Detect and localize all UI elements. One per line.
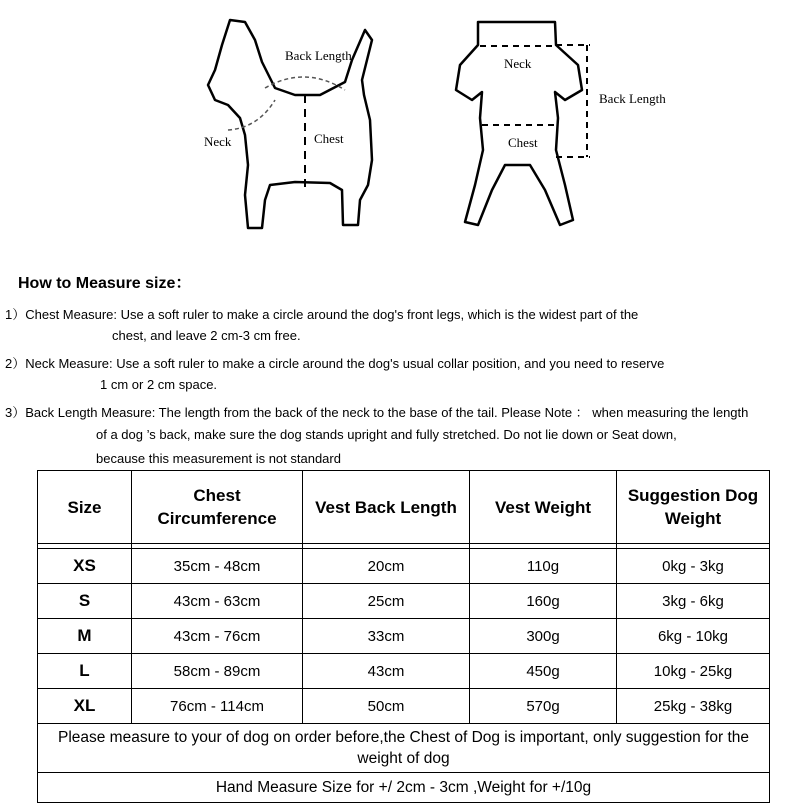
size-table bbox=[37, 470, 770, 803]
table-header-row bbox=[38, 471, 770, 544]
side-chest-label: Chest bbox=[314, 131, 344, 146]
header-vest-weight: Vest Weight bbox=[470, 471, 617, 544]
measure-note: Please measure to your of dog on order before,the Chest of Dog is important, only suggestion for the weight of dog bbox=[38, 724, 770, 773]
vest-weight-cell: 160g bbox=[470, 584, 617, 619]
chest-cell: 43cm - 63cm bbox=[132, 584, 303, 619]
measurement-diagram bbox=[0, 0, 800, 245]
chest-cell: 43cm - 76cm bbox=[132, 619, 303, 654]
header-suggestion-dog-weight: Suggestion Dog Weight bbox=[617, 471, 770, 544]
front-back-length-label: Back Length bbox=[599, 91, 666, 106]
size-cell: XL bbox=[38, 689, 132, 724]
dog-weight-cell: 0kg - 3kg bbox=[617, 549, 770, 584]
vest-weight-cell: 570g bbox=[470, 689, 617, 724]
header-chest-circumference: Chest Circumference bbox=[132, 471, 303, 544]
hand-measure-note: Hand Measure Size for +/ 2cm - 3cm ,Weight for +/10g bbox=[38, 773, 770, 803]
table-row bbox=[38, 619, 770, 654]
table-row bbox=[38, 584, 770, 619]
how-to-measure-heading: How to Measure size： bbox=[18, 275, 192, 292]
table-row bbox=[38, 689, 770, 724]
size-cell: M bbox=[38, 619, 132, 654]
dog-weight-cell: 25kg - 38kg bbox=[617, 689, 770, 724]
front-neck-label: Neck bbox=[504, 56, 532, 71]
chest-cell: 35cm - 48cm bbox=[132, 549, 303, 584]
back-length-cell: 33cm bbox=[303, 619, 470, 654]
back-length-cell: 50cm bbox=[303, 689, 470, 724]
step-3-line-3: because this measurement is not standard bbox=[96, 451, 341, 466]
vest-weight-cell: 110g bbox=[470, 549, 617, 584]
vest-weight-cell: 300g bbox=[470, 619, 617, 654]
chest-cell: 58cm - 89cm bbox=[132, 654, 303, 689]
front-chest-label: Chest bbox=[508, 135, 538, 150]
step-3-line-2: of a dog ’s back, make sure the dog stands upright and fully stretched. Do not lie down or Seat down, bbox=[96, 427, 677, 442]
vest-weight-cell: 450g bbox=[470, 654, 617, 689]
back-length-cell: 25cm bbox=[303, 584, 470, 619]
dog-side-measure-lines bbox=[228, 77, 345, 130]
header-vest-back-length: Vest Back Length bbox=[303, 471, 470, 544]
note-row bbox=[38, 724, 770, 773]
back-length-cell: 43cm bbox=[303, 654, 470, 689]
size-cell: XS bbox=[38, 549, 132, 584]
step-2-line-2: 1 cm or 2 cm space. bbox=[100, 377, 218, 392]
dog-weight-cell: 10kg - 25kg bbox=[617, 654, 770, 689]
dog-diagrams-svg bbox=[0, 0, 800, 245]
table-row bbox=[38, 549, 770, 584]
dog-weight-cell: 3kg - 6kg bbox=[617, 584, 770, 619]
step-2-line-1: 2）Neck Measure: Use a soft ruler to make a circle around the dog's usual collar position, and you need to reserve bbox=[5, 356, 665, 371]
chest-cell: 76cm - 114cm bbox=[132, 689, 303, 724]
size-cell: S bbox=[38, 584, 132, 619]
back-length-cell: 20cm bbox=[303, 549, 470, 584]
step-1-line-1: 1）Chest Measure: Use a soft ruler to make a circle around the dog's front legs, which is the widest part of the bbox=[5, 307, 639, 322]
header-size: Size bbox=[38, 471, 132, 544]
step-1-line-2: chest, and leave 2 cm-3 cm free. bbox=[112, 328, 301, 343]
size-cell: L bbox=[38, 654, 132, 689]
hand-measure-row bbox=[38, 773, 770, 803]
side-back-length-label: Back Length bbox=[285, 48, 352, 63]
dog-weight-cell: 6kg - 10kg bbox=[617, 619, 770, 654]
side-neck-label: Neck bbox=[204, 134, 232, 149]
step-3-line-1: 3）Back Length Measure: The length from the back of the neck to the base of the tail. Please Note ： when measuring the length bbox=[5, 405, 749, 420]
table-row bbox=[38, 654, 770, 689]
dog-front-view bbox=[456, 22, 582, 225]
